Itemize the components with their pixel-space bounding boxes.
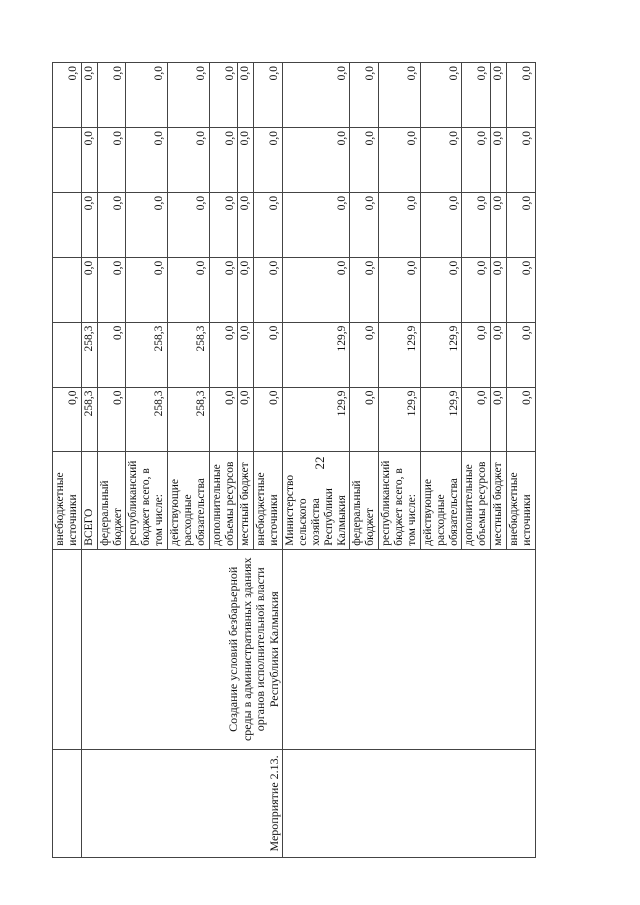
value-cell: 0,0 bbox=[254, 63, 283, 128]
value-cell: 258,3 bbox=[81, 387, 97, 452]
value-cell: 0,0 bbox=[168, 192, 210, 257]
value-cell: 0,0 bbox=[81, 63, 97, 128]
value-cell: 129,9 bbox=[379, 387, 421, 452]
value-cell: 0,0 bbox=[97, 63, 126, 128]
value-cell: 258,3 bbox=[126, 387, 168, 452]
table-row-continuation bbox=[53, 63, 82, 858]
value-cell: 0,0 bbox=[283, 127, 350, 192]
value-cell: 0,0 bbox=[209, 127, 238, 192]
value-cell bbox=[53, 127, 82, 192]
value-cell: 0,0 bbox=[507, 192, 536, 257]
value-cell: 0,0 bbox=[81, 192, 97, 257]
value-cell: 258,3 bbox=[168, 387, 210, 452]
value-cell: 0,0 bbox=[97, 127, 126, 192]
value-cell: 0,0 bbox=[81, 127, 97, 192]
value-cell: 0,0 bbox=[350, 387, 379, 452]
row-label: действующие расходные обязательства bbox=[420, 452, 462, 549]
value-cell: 0,0 bbox=[507, 257, 536, 322]
continuation-measure-cell bbox=[53, 749, 82, 857]
value-cell: 0,0 bbox=[97, 322, 126, 387]
value-cell: 0,0 bbox=[379, 63, 421, 128]
value-cell: 0,0 bbox=[420, 127, 462, 192]
value-cell bbox=[53, 257, 82, 322]
budget-table bbox=[52, 62, 536, 858]
value-cell: 0,0 bbox=[379, 127, 421, 192]
value-cell: 0,0 bbox=[507, 127, 536, 192]
row-label: внебюджетные источники bbox=[53, 452, 82, 549]
value-cell: 0,0 bbox=[254, 257, 283, 322]
row-label: республиканский бюджет всего, в том числе: bbox=[126, 452, 168, 549]
value-cell: 0,0 bbox=[350, 192, 379, 257]
value-cell: 0,0 bbox=[53, 63, 82, 128]
value-cell: 0,0 bbox=[254, 192, 283, 257]
value-cell: 0,0 bbox=[254, 322, 283, 387]
value-cell: 258,3 bbox=[126, 322, 168, 387]
value-cell: 0,0 bbox=[126, 127, 168, 192]
value-cell: 0,0 bbox=[507, 63, 536, 128]
value-cell: 0,0 bbox=[491, 192, 507, 257]
row-label: федеральный бюджет bbox=[97, 452, 126, 549]
value-cell: 0,0 bbox=[462, 322, 491, 387]
value-cell: 129,9 bbox=[283, 387, 350, 452]
value-cell: 0,0 bbox=[420, 63, 462, 128]
value-cell: 0,0 bbox=[462, 63, 491, 128]
value-cell: 0,0 bbox=[350, 322, 379, 387]
value-cell: 0,0 bbox=[209, 322, 238, 387]
value-cell: 0,0 bbox=[81, 257, 97, 322]
value-cell: 0,0 bbox=[209, 192, 238, 257]
value-cell: 0,0 bbox=[97, 192, 126, 257]
measure-description-empty bbox=[283, 549, 536, 749]
table-row bbox=[81, 63, 97, 858]
rotated-sheet bbox=[52, 62, 588, 858]
row-label: дополнительные объемы ресурсов bbox=[462, 452, 491, 549]
value-cell: 0,0 bbox=[350, 127, 379, 192]
value-cell: 258,3 bbox=[81, 322, 97, 387]
row-label: республиканский бюджет всего, в том числе: bbox=[379, 452, 421, 549]
value-cell: 0,0 bbox=[97, 387, 126, 452]
value-cell: 0,0 bbox=[379, 257, 421, 322]
value-cell: 0,0 bbox=[462, 192, 491, 257]
value-cell: 0,0 bbox=[462, 127, 491, 192]
row-label: местный бюджет bbox=[491, 452, 507, 549]
value-cell: 0,0 bbox=[491, 322, 507, 387]
value-cell: 0,0 bbox=[126, 257, 168, 322]
value-cell: 0,0 bbox=[97, 257, 126, 322]
value-cell: 0,0 bbox=[168, 63, 210, 128]
value-cell: 0,0 bbox=[254, 127, 283, 192]
value-cell: 129,9 bbox=[420, 387, 462, 452]
value-cell: 0,0 bbox=[420, 257, 462, 322]
value-cell bbox=[53, 322, 82, 387]
row-label: федеральный бюджет bbox=[350, 452, 379, 549]
value-cell bbox=[53, 192, 82, 257]
value-cell: 0,0 bbox=[491, 127, 507, 192]
measure-code: Мероприятие 2.13. bbox=[81, 749, 282, 857]
row-label: Министерство сельского хозяйства Республики Калмыкия bbox=[283, 452, 350, 549]
value-cell: 0,0 bbox=[254, 387, 283, 452]
value-cell: 0,0 bbox=[238, 322, 254, 387]
value-cell: 0,0 bbox=[462, 257, 491, 322]
value-cell: 0,0 bbox=[491, 63, 507, 128]
value-cell: 0,0 bbox=[238, 63, 254, 128]
row-label: дополнительные объемы ресурсов bbox=[209, 452, 238, 549]
value-cell: 0,0 bbox=[350, 257, 379, 322]
value-cell: 0,0 bbox=[209, 387, 238, 452]
measure-code-empty bbox=[283, 749, 536, 857]
value-cell: 0,0 bbox=[168, 127, 210, 192]
value-cell: 129,9 bbox=[379, 322, 421, 387]
value-cell: 0,0 bbox=[238, 127, 254, 192]
value-cell: 0,0 bbox=[491, 257, 507, 322]
value-cell: 0,0 bbox=[420, 192, 462, 257]
value-cell: 0,0 bbox=[379, 192, 421, 257]
table-container bbox=[52, 62, 588, 858]
value-cell: 0,0 bbox=[53, 387, 82, 452]
measure-description: Создание условий безбарьерной среды в административных зданиях органов исполнительной власти Республики Калмыкия bbox=[81, 549, 282, 749]
value-cell: 0,0 bbox=[283, 192, 350, 257]
row-label: ВСЕГО bbox=[81, 452, 97, 549]
row-label: внебюджетные источники bbox=[507, 452, 536, 549]
value-cell: 0,0 bbox=[491, 387, 507, 452]
value-cell: 0,0 bbox=[283, 257, 350, 322]
value-cell: 0,0 bbox=[126, 192, 168, 257]
value-cell: 0,0 bbox=[350, 63, 379, 128]
row-label: местный бюджет bbox=[238, 452, 254, 549]
value-cell: 258,3 bbox=[168, 322, 210, 387]
value-cell: 0,0 bbox=[209, 257, 238, 322]
value-cell: 0,0 bbox=[126, 63, 168, 128]
row-label: действующие расходные обязательства bbox=[168, 452, 210, 549]
value-cell: 0,0 bbox=[209, 63, 238, 128]
value-cell: 0,0 bbox=[507, 387, 536, 452]
value-cell: 129,9 bbox=[283, 322, 350, 387]
value-cell: 0,0 bbox=[168, 257, 210, 322]
value-cell: 0,0 bbox=[283, 63, 350, 128]
continuation-description-cell bbox=[53, 549, 82, 749]
budget-table-body bbox=[53, 63, 536, 858]
value-cell: 0,0 bbox=[507, 322, 536, 387]
value-cell: 129,9 bbox=[420, 322, 462, 387]
row-label: внебюджетные источники bbox=[254, 452, 283, 549]
value-cell: 0,0 bbox=[238, 387, 254, 452]
table-row bbox=[283, 63, 350, 858]
page-number: 22 bbox=[312, 456, 327, 470]
value-cell: 0,0 bbox=[238, 257, 254, 322]
value-cell: 0,0 bbox=[462, 387, 491, 452]
value-cell: 0,0 bbox=[238, 192, 254, 257]
